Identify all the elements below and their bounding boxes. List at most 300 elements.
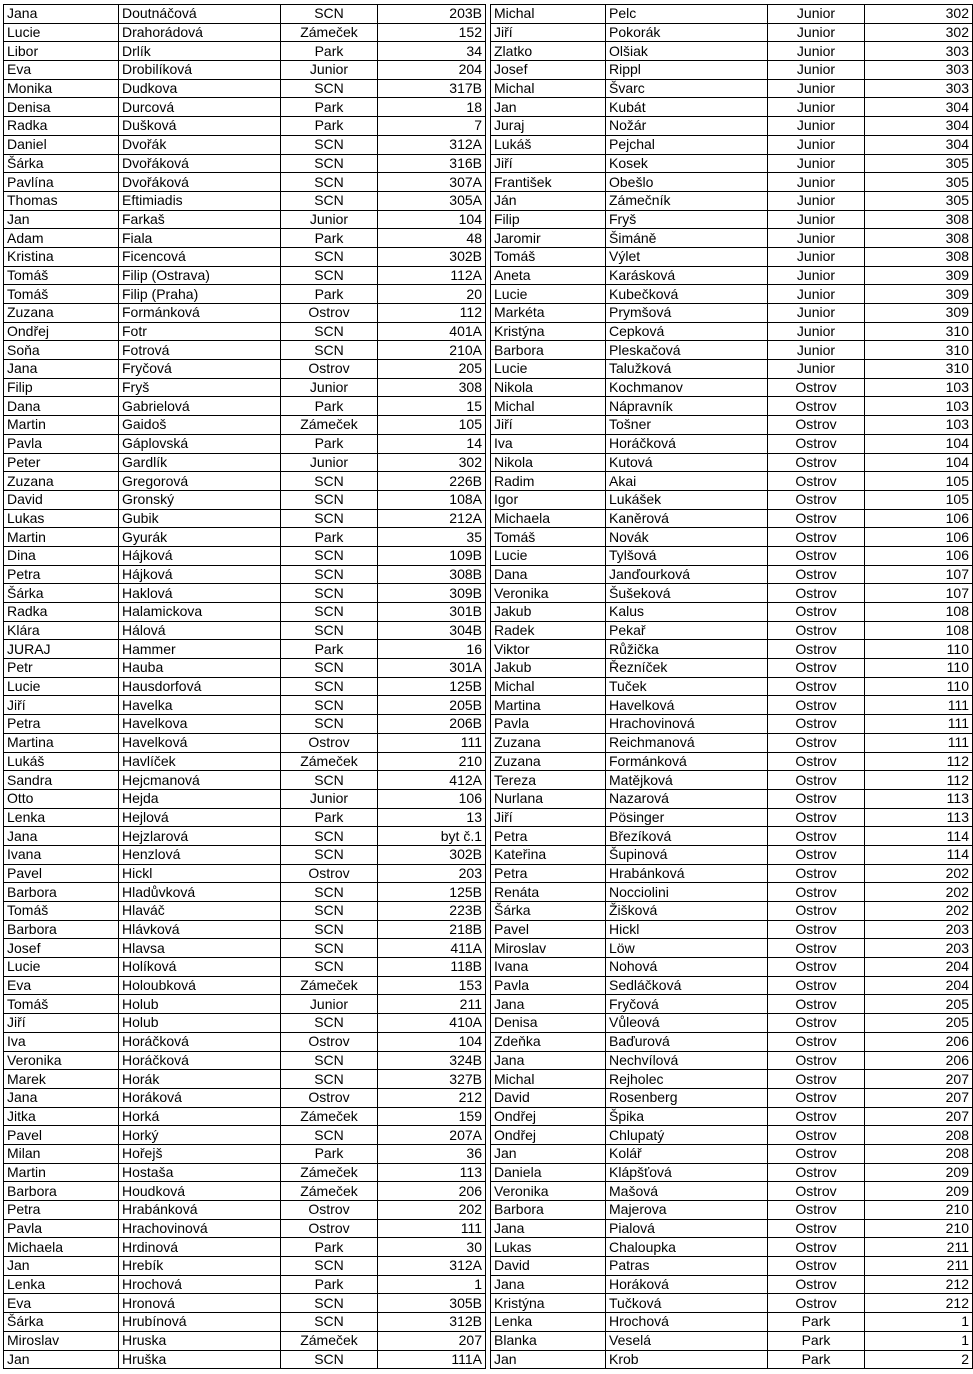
first-name-cell: Petra bbox=[4, 565, 119, 584]
first-name-cell: Adam bbox=[4, 229, 119, 248]
room-cell: 208 bbox=[865, 1144, 973, 1163]
first-name-cell: Josef bbox=[4, 939, 119, 958]
building-cell: Junior bbox=[768, 98, 865, 117]
room-cell: 111 bbox=[378, 1219, 486, 1238]
table-row bbox=[4, 715, 486, 734]
last-name-cell: Talužková bbox=[606, 360, 768, 379]
room-cell: 112 bbox=[865, 771, 973, 790]
table-row bbox=[4, 453, 486, 472]
table-row bbox=[4, 640, 486, 659]
table-row bbox=[491, 229, 973, 248]
last-name-cell: Hruška bbox=[119, 1350, 281, 1369]
building-cell: Park bbox=[281, 117, 378, 136]
last-name-cell: Akai bbox=[606, 472, 768, 491]
building-cell: Ostrov bbox=[768, 677, 865, 696]
building-cell: Ostrov bbox=[281, 360, 378, 379]
building-cell: Junior bbox=[768, 229, 865, 248]
building-cell: SCN bbox=[281, 659, 378, 678]
table-row bbox=[491, 341, 973, 360]
building-cell: SCN bbox=[281, 1294, 378, 1313]
first-name-cell: Eva bbox=[4, 976, 119, 995]
last-name-cell: Hájková bbox=[119, 546, 281, 565]
first-name-cell: Barbora bbox=[4, 883, 119, 902]
building-cell: Junior bbox=[768, 360, 865, 379]
building-cell: SCN bbox=[281, 1126, 378, 1145]
last-name-cell: Hruska bbox=[119, 1331, 281, 1350]
first-name-cell: Pavla bbox=[491, 715, 606, 734]
building-cell: Ostrov bbox=[768, 752, 865, 771]
table-row bbox=[4, 61, 486, 80]
first-name-cell: Radka bbox=[4, 603, 119, 622]
building-cell: Ostrov bbox=[768, 920, 865, 939]
room-cell: 210 bbox=[865, 1201, 973, 1220]
first-name-cell: Michal bbox=[491, 5, 606, 24]
first-name-cell: Radek bbox=[491, 621, 606, 640]
room-cell: 301A bbox=[378, 659, 486, 678]
last-name-cell: Gubik bbox=[119, 509, 281, 528]
building-cell: Ostrov bbox=[768, 565, 865, 584]
building-cell: Ostrov bbox=[768, 490, 865, 509]
room-cell: 111A bbox=[378, 1350, 486, 1369]
last-name-cell: Kutová bbox=[606, 453, 768, 472]
last-name-cell: Horáčková bbox=[119, 1051, 281, 1070]
room-cell: 305 bbox=[865, 173, 973, 192]
room-cell: byt č.1 bbox=[378, 827, 486, 846]
building-cell: Park bbox=[768, 1313, 865, 1332]
room-cell: 111 bbox=[865, 696, 973, 715]
building-cell: Ostrov bbox=[768, 659, 865, 678]
table-row bbox=[4, 902, 486, 921]
building-cell: SCN bbox=[281, 584, 378, 603]
building-cell: SCN bbox=[281, 154, 378, 173]
table-row bbox=[491, 472, 973, 491]
room-cell: 106 bbox=[865, 546, 973, 565]
table-row bbox=[491, 808, 973, 827]
building-cell: Park bbox=[281, 528, 378, 547]
last-name-cell: Horáková bbox=[119, 1088, 281, 1107]
building-cell: Ostrov bbox=[768, 1219, 865, 1238]
table-row bbox=[491, 397, 973, 416]
table-row bbox=[491, 883, 973, 902]
room-cell: 210A bbox=[378, 341, 486, 360]
building-cell: Ostrov bbox=[768, 1107, 865, 1126]
first-name-cell: Lenka bbox=[491, 1313, 606, 1332]
table-row bbox=[4, 808, 486, 827]
last-name-cell: Baďurová bbox=[606, 1032, 768, 1051]
first-name-cell: Klára bbox=[4, 621, 119, 640]
table-row bbox=[4, 696, 486, 715]
table-row bbox=[4, 659, 486, 678]
room-cell: 310 bbox=[865, 322, 973, 341]
room-cell: 2 bbox=[865, 1350, 973, 1369]
room-cell: 410A bbox=[378, 1014, 486, 1033]
table-row bbox=[491, 771, 973, 790]
last-name-cell: Horáčková bbox=[606, 434, 768, 453]
table-row bbox=[4, 827, 486, 846]
last-name-cell: Tučková bbox=[606, 1294, 768, 1313]
first-name-cell: Zuzana bbox=[4, 304, 119, 323]
first-name-cell: Petr bbox=[4, 659, 119, 678]
last-name-cell: Výlet bbox=[606, 247, 768, 266]
first-name-cell: Markéta bbox=[491, 304, 606, 323]
room-cell: 205 bbox=[865, 1014, 973, 1033]
room-cell: 110 bbox=[865, 640, 973, 659]
building-cell: Ostrov bbox=[768, 864, 865, 883]
last-name-cell: Hrachovinová bbox=[119, 1219, 281, 1238]
room-cell: 1 bbox=[865, 1313, 973, 1332]
room-cell: 114 bbox=[865, 827, 973, 846]
last-name-cell: Hejzlarová bbox=[119, 827, 281, 846]
first-name-cell: Šárka bbox=[491, 902, 606, 921]
table-row bbox=[491, 659, 973, 678]
building-cell: Park bbox=[281, 229, 378, 248]
first-name-cell: Barbora bbox=[491, 341, 606, 360]
last-name-cell: Hladůvková bbox=[119, 883, 281, 902]
last-name-cell: Havelková bbox=[606, 696, 768, 715]
room-cell: 207 bbox=[378, 1331, 486, 1350]
last-name-cell: Fryčová bbox=[119, 360, 281, 379]
room-cell: 153 bbox=[378, 976, 486, 995]
table-row bbox=[491, 117, 973, 136]
building-cell: SCN bbox=[281, 827, 378, 846]
table-row bbox=[491, 827, 973, 846]
first-name-cell: Martin bbox=[4, 416, 119, 435]
building-cell: Zámeček bbox=[281, 976, 378, 995]
first-name-cell: Zdeňka bbox=[491, 1032, 606, 1051]
first-name-cell: Veronika bbox=[4, 1051, 119, 1070]
last-name-cell: Žišková bbox=[606, 902, 768, 921]
building-cell: Zámeček bbox=[281, 416, 378, 435]
last-name-cell: Tylšová bbox=[606, 546, 768, 565]
building-cell: Ostrov bbox=[281, 1201, 378, 1220]
first-name-cell: Lucie bbox=[4, 677, 119, 696]
table-row bbox=[4, 285, 486, 304]
table-row bbox=[4, 1163, 486, 1182]
table-row bbox=[491, 1238, 973, 1257]
last-name-cell: Fryš bbox=[606, 210, 768, 229]
room-cell: 317B bbox=[378, 79, 486, 98]
room-cell: 312A bbox=[378, 1257, 486, 1276]
last-name-cell: Havelková bbox=[119, 733, 281, 752]
first-name-cell: Marek bbox=[4, 1070, 119, 1089]
table-row bbox=[491, 1275, 973, 1294]
last-name-cell: Reichmanová bbox=[606, 733, 768, 752]
room-cell: 110 bbox=[865, 659, 973, 678]
last-name-cell: Obešlo bbox=[606, 173, 768, 192]
last-name-cell: Hrachovinová bbox=[606, 715, 768, 734]
building-cell: SCN bbox=[281, 1070, 378, 1089]
first-name-cell: Michal bbox=[491, 79, 606, 98]
last-name-cell: Houdková bbox=[119, 1182, 281, 1201]
last-name-cell: Farkaš bbox=[119, 210, 281, 229]
last-name-cell: Nazarová bbox=[606, 789, 768, 808]
building-cell: Junior bbox=[281, 378, 378, 397]
building-cell: Junior bbox=[768, 341, 865, 360]
room-cell: 304B bbox=[378, 621, 486, 640]
room-cell: 401A bbox=[378, 322, 486, 341]
last-name-cell: Olšiak bbox=[606, 42, 768, 61]
building-cell: SCN bbox=[281, 135, 378, 154]
last-name-cell: Nocciolini bbox=[606, 883, 768, 902]
last-name-cell: Filip (Praha) bbox=[119, 285, 281, 304]
table-row bbox=[4, 1275, 486, 1294]
room-cell: 208 bbox=[865, 1126, 973, 1145]
room-cell: 106 bbox=[865, 509, 973, 528]
room-cell: 109B bbox=[378, 546, 486, 565]
first-name-cell: Dana bbox=[491, 565, 606, 584]
last-name-cell: Formánková bbox=[606, 752, 768, 771]
room-cell: 204 bbox=[378, 61, 486, 80]
first-name-cell: Milan bbox=[4, 1144, 119, 1163]
table-row bbox=[4, 789, 486, 808]
table-row bbox=[491, 1070, 973, 1089]
room-cell: 223B bbox=[378, 902, 486, 921]
building-cell: Park bbox=[281, 1275, 378, 1294]
first-name-cell: Pavlína bbox=[4, 173, 119, 192]
first-name-cell: Zuzana bbox=[4, 472, 119, 491]
last-name-cell: Fiala bbox=[119, 229, 281, 248]
first-name-cell: Barbora bbox=[4, 1182, 119, 1201]
table-row bbox=[491, 789, 973, 808]
first-name-cell: Eva bbox=[4, 61, 119, 80]
building-cell: Ostrov bbox=[281, 1088, 378, 1107]
first-name-cell: Pavel bbox=[4, 864, 119, 883]
building-cell: SCN bbox=[281, 603, 378, 622]
building-cell: Junior bbox=[768, 191, 865, 210]
building-cell: Ostrov bbox=[768, 1257, 865, 1276]
room-cell: 218B bbox=[378, 920, 486, 939]
last-name-cell: Kolář bbox=[606, 1144, 768, 1163]
last-name-cell: Gaidoš bbox=[119, 416, 281, 435]
table-row bbox=[491, 752, 973, 771]
table-row bbox=[4, 304, 486, 323]
room-cell: 301B bbox=[378, 603, 486, 622]
last-name-cell: Fotrová bbox=[119, 341, 281, 360]
left-roster-body bbox=[4, 5, 486, 1369]
table-row bbox=[4, 5, 486, 24]
table-row bbox=[491, 23, 973, 42]
room-cell: 324B bbox=[378, 1051, 486, 1070]
table-row bbox=[491, 1294, 973, 1313]
first-name-cell: Jan bbox=[4, 1350, 119, 1369]
first-name-cell: Barbora bbox=[491, 1201, 606, 1220]
last-name-cell: Pelc bbox=[606, 5, 768, 24]
first-name-cell: Juraj bbox=[491, 117, 606, 136]
table-row bbox=[491, 1257, 973, 1276]
building-cell: Junior bbox=[768, 135, 865, 154]
room-cell: 203 bbox=[865, 920, 973, 939]
building-cell: Junior bbox=[281, 995, 378, 1014]
first-name-cell: Pavla bbox=[491, 976, 606, 995]
room-cell: 212A bbox=[378, 509, 486, 528]
last-name-cell: Fryčová bbox=[606, 995, 768, 1014]
first-name-cell: Šárka bbox=[4, 154, 119, 173]
last-name-cell: Hlaváč bbox=[119, 902, 281, 921]
room-cell: 207 bbox=[865, 1088, 973, 1107]
table-row bbox=[491, 1331, 973, 1350]
building-cell: SCN bbox=[281, 1257, 378, 1276]
first-name-cell: Jan bbox=[4, 1257, 119, 1276]
first-name-cell: Jana bbox=[491, 995, 606, 1014]
table-row bbox=[491, 733, 973, 752]
room-cell: 204 bbox=[865, 958, 973, 977]
last-name-cell: Hronová bbox=[119, 1294, 281, 1313]
table-row bbox=[4, 976, 486, 995]
last-name-cell: Novák bbox=[606, 528, 768, 547]
table-row bbox=[4, 1126, 486, 1145]
first-name-cell: František bbox=[491, 173, 606, 192]
room-cell: 113 bbox=[378, 1163, 486, 1182]
table-row bbox=[4, 958, 486, 977]
first-name-cell: Jiří bbox=[491, 416, 606, 435]
building-cell: SCN bbox=[281, 472, 378, 491]
room-cell: 309 bbox=[865, 304, 973, 323]
building-cell: Park bbox=[281, 285, 378, 304]
table-row bbox=[491, 304, 973, 323]
building-cell: Ostrov bbox=[768, 397, 865, 416]
right-roster-table bbox=[490, 4, 973, 1369]
table-row bbox=[4, 434, 486, 453]
room-cell: 304 bbox=[865, 135, 973, 154]
last-name-cell: Holub bbox=[119, 1014, 281, 1033]
room-cell: 104 bbox=[865, 453, 973, 472]
last-name-cell: Hálová bbox=[119, 621, 281, 640]
last-name-cell: Dvořáková bbox=[119, 154, 281, 173]
building-cell: Ostrov bbox=[768, 902, 865, 921]
table-row bbox=[4, 266, 486, 285]
building-cell: Park bbox=[768, 1331, 865, 1350]
last-name-cell: Švarc bbox=[606, 79, 768, 98]
room-cell: 302 bbox=[865, 5, 973, 24]
last-name-cell: Kalus bbox=[606, 603, 768, 622]
room-cell: 107 bbox=[865, 584, 973, 603]
first-name-cell: Soňa bbox=[4, 341, 119, 360]
last-name-cell: Horký bbox=[119, 1126, 281, 1145]
first-name-cell: Tomáš bbox=[4, 995, 119, 1014]
first-name-cell: Ivana bbox=[491, 958, 606, 977]
last-name-cell: Gronský bbox=[119, 490, 281, 509]
room-cell: 303 bbox=[865, 61, 973, 80]
last-name-cell: Horák bbox=[119, 1070, 281, 1089]
table-row bbox=[4, 509, 486, 528]
building-cell: Zámeček bbox=[281, 1107, 378, 1126]
building-cell: Park bbox=[281, 397, 378, 416]
room-cell: 15 bbox=[378, 397, 486, 416]
last-name-cell: Hostaša bbox=[119, 1163, 281, 1182]
last-name-cell: Kaněrová bbox=[606, 509, 768, 528]
room-cell: 308 bbox=[865, 210, 973, 229]
room-cell: 112 bbox=[865, 752, 973, 771]
last-name-cell: Havelka bbox=[119, 696, 281, 715]
room-cell: 312B bbox=[378, 1313, 486, 1332]
room-cell: 203 bbox=[865, 939, 973, 958]
last-name-cell: Rejholec bbox=[606, 1070, 768, 1089]
first-name-cell: Zuzana bbox=[491, 752, 606, 771]
last-name-cell: Kosek bbox=[606, 154, 768, 173]
table-row bbox=[4, 864, 486, 883]
building-cell: SCN bbox=[281, 920, 378, 939]
right-roster-body bbox=[491, 5, 973, 1369]
table-row bbox=[4, 565, 486, 584]
room-cell: 209 bbox=[865, 1163, 973, 1182]
first-name-cell: Lucie bbox=[4, 958, 119, 977]
last-name-cell: Pialová bbox=[606, 1219, 768, 1238]
building-cell: SCN bbox=[281, 5, 378, 24]
last-name-cell: Havlíček bbox=[119, 752, 281, 771]
table-row bbox=[491, 1088, 973, 1107]
first-name-cell: Lucie bbox=[491, 285, 606, 304]
table-row bbox=[4, 397, 486, 416]
building-cell: SCN bbox=[281, 939, 378, 958]
last-name-cell: Krob bbox=[606, 1350, 768, 1369]
table-row bbox=[4, 621, 486, 640]
first-name-cell: Tereza bbox=[491, 771, 606, 790]
building-cell: SCN bbox=[281, 1313, 378, 1332]
last-name-cell: Zámečník bbox=[606, 191, 768, 210]
building-cell: SCN bbox=[281, 1051, 378, 1070]
table-row bbox=[491, 191, 973, 210]
last-name-cell: Gabrielová bbox=[119, 397, 281, 416]
last-name-cell: Holub bbox=[119, 995, 281, 1014]
first-name-cell: Šárka bbox=[4, 584, 119, 603]
last-name-cell: Hrubínová bbox=[119, 1313, 281, 1332]
first-name-cell: Ondřej bbox=[4, 322, 119, 341]
last-name-cell: Gardlík bbox=[119, 453, 281, 472]
table-row bbox=[4, 1238, 486, 1257]
last-name-cell: Kubát bbox=[606, 98, 768, 117]
table-row bbox=[4, 845, 486, 864]
room-cell: 105 bbox=[865, 472, 973, 491]
last-name-cell: Gregorová bbox=[119, 472, 281, 491]
first-name-cell: Nurlana bbox=[491, 789, 606, 808]
room-cell: 111 bbox=[378, 733, 486, 752]
first-name-cell: Thomas bbox=[4, 191, 119, 210]
last-name-cell: Veselá bbox=[606, 1331, 768, 1350]
room-cell: 108 bbox=[865, 603, 973, 622]
first-name-cell: Nikola bbox=[491, 453, 606, 472]
table-row bbox=[491, 528, 973, 547]
last-name-cell: Prymšová bbox=[606, 304, 768, 323]
first-name-cell: Lukáš bbox=[491, 135, 606, 154]
first-name-cell: Radim bbox=[491, 472, 606, 491]
first-name-cell: Denisa bbox=[491, 1014, 606, 1033]
table-row bbox=[491, 154, 973, 173]
building-cell: SCN bbox=[281, 958, 378, 977]
building-cell: Ostrov bbox=[768, 1126, 865, 1145]
last-name-cell: Hlavsa bbox=[119, 939, 281, 958]
table-row bbox=[491, 976, 973, 995]
room-cell: 111 bbox=[865, 733, 973, 752]
last-name-cell: Ficencová bbox=[119, 247, 281, 266]
building-cell: Ostrov bbox=[768, 1275, 865, 1294]
room-cell: 411A bbox=[378, 939, 486, 958]
table-row bbox=[491, 79, 973, 98]
building-cell: Junior bbox=[768, 42, 865, 61]
table-row bbox=[4, 98, 486, 117]
building-cell: Ostrov bbox=[768, 958, 865, 977]
table-row bbox=[491, 939, 973, 958]
table-row bbox=[4, 752, 486, 771]
table-row bbox=[4, 1051, 486, 1070]
last-name-cell: Rippl bbox=[606, 61, 768, 80]
building-cell: Ostrov bbox=[768, 883, 865, 902]
last-name-cell: Hauba bbox=[119, 659, 281, 678]
building-cell: Ostrov bbox=[768, 1294, 865, 1313]
last-name-cell: Pösinger bbox=[606, 808, 768, 827]
table-row bbox=[4, 733, 486, 752]
table-row bbox=[491, 1201, 973, 1220]
table-row bbox=[491, 210, 973, 229]
